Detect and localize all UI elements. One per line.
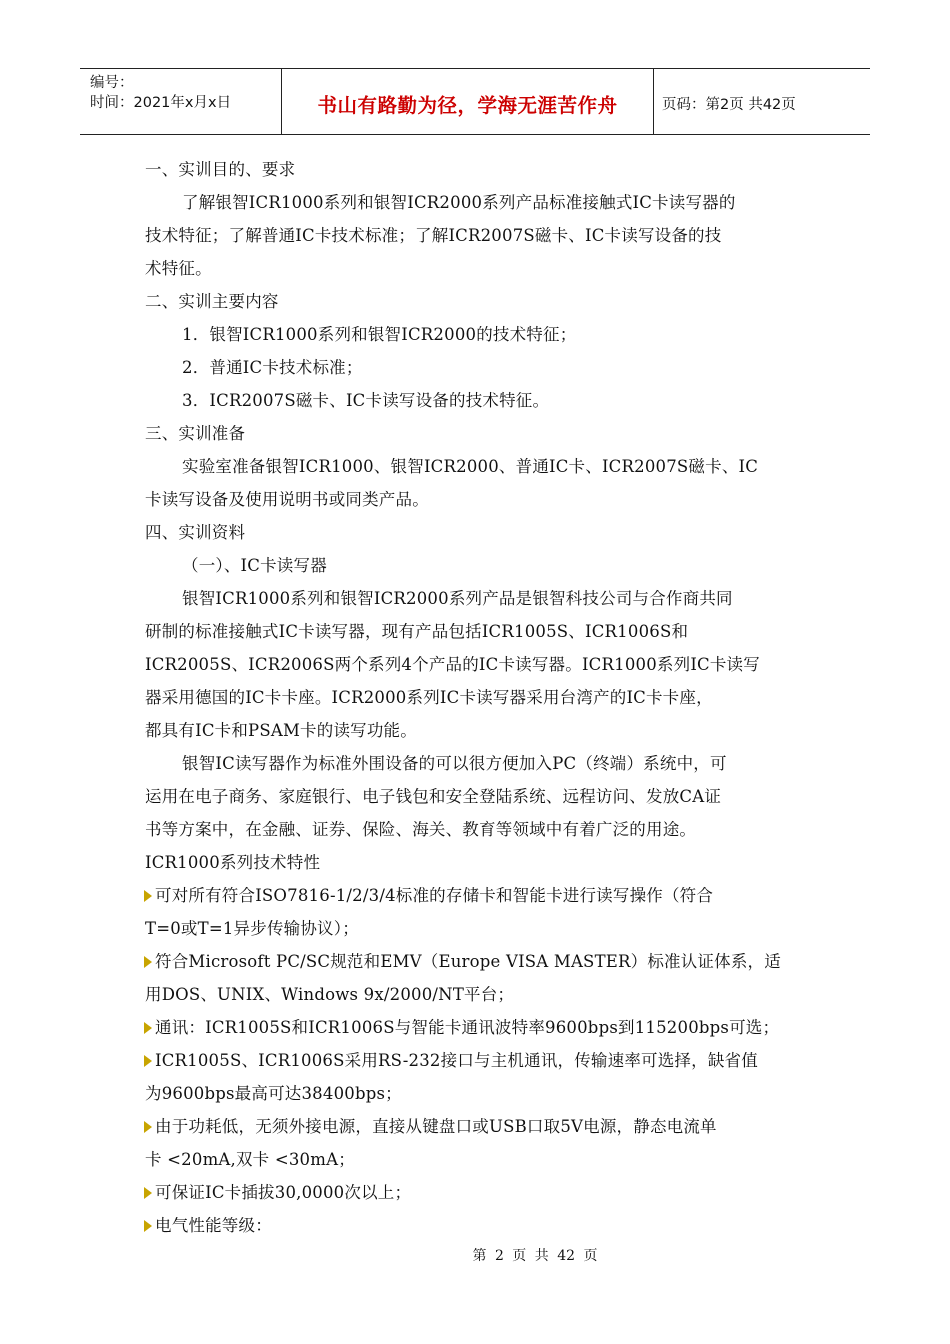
heading-materials: 四、实训资料: [145, 523, 246, 542]
header-meta: [80, 69, 282, 134]
bullet-arrow-icon: [144, 1121, 152, 1133]
paragraph-line: T=0或T=1异步传输协议）；: [145, 919, 359, 938]
number-label: 编号：: [90, 75, 134, 91]
paragraph-line: 为9600bps最高可达38400bps；: [145, 1084, 402, 1103]
bullet-arrow-icon: [144, 890, 152, 902]
list-item: 3．ICR2007S磁卡、IC卡读写设备的技术特征。: [182, 391, 550, 410]
bullet-arrow-icon: [144, 956, 152, 968]
footer-page-number: 第 2 页 共 42 页: [472, 1248, 598, 1264]
bullet-item: 通讯：ICR1005S和ICR1006S与智能卡通讯波特率9600bps到115200bps可选；: [145, 1011, 810, 1044]
bullet-item: 可保证IC卡插拔30,0000次以上；: [145, 1176, 810, 1209]
bullet-arrow-icon: [144, 1187, 152, 1199]
bullet-item: 符合Microsoft PC/SC规范和EMV（Europe VISA MASTER）标准认证体系，适: [145, 945, 810, 978]
paragraph-line: 用DOS、UNIX、Windows 9x/2000/NT平台；: [145, 985, 515, 1004]
header-page-number: 页码：第2页 共42页: [662, 97, 796, 113]
paragraph-line: 技术特征；了解普通IC卡技术标准；了解ICR2007S磁卡、IC卡读写设备的技: [145, 226, 722, 245]
heading-main-content: 二、实训主要内容: [145, 292, 279, 311]
heading-objectives: 一、实训目的、要求: [145, 160, 296, 179]
paragraph-line: 研制的标准接触式IC卡读写器，现有产品包括ICR1005S、ICR1006S和: [145, 622, 689, 641]
bullet-item: 可对所有符合ISO7816-1/2/3/4标准的存储卡和智能卡进行读写操作（符合: [145, 879, 810, 912]
bullet-item: 电气性能等级：: [145, 1209, 810, 1242]
list-item: 2．普通IC卡技术标准；: [182, 358, 363, 377]
paragraph-line: 都具有IC卡和PSAM卡的读写功能。: [145, 721, 417, 740]
bullet-arrow-icon: [144, 1022, 152, 1034]
paragraph-line: 卡读写设备及使用说明书或同类产品。: [145, 490, 429, 509]
document-body: [145, 153, 810, 1242]
paragraph-line: 器采用德国的IC卡卡座。ICR2000系列IC卡读写器采用台湾产的IC卡卡座，: [145, 688, 713, 707]
bullet-arrow-icon: [144, 1055, 152, 1067]
paragraph-line: 运用在电子商务、家庭银行、电子钱包和安全登陆系统、远程访问、发放CA证: [145, 787, 722, 806]
subheading-icr1000-features: ICR1000系列技术特性: [145, 853, 321, 872]
paragraph-line: 卡 <20mA,双卡 <30mA；: [145, 1150, 355, 1169]
header-motto: 书山有路勤为径，学海无涯苦作舟: [282, 69, 654, 134]
paragraph-line: 实验室准备银智ICR1000、银智ICR2000、普通IC卡、ICR2007S磁卡、IC: [182, 457, 759, 476]
list-item: 1．银智ICR1000系列和银智ICR2000的技术特征；: [182, 325, 577, 344]
paragraph-line: 银智ICR1000系列和银智ICR2000系列产品是银智科技公司与合作商共同: [182, 589, 733, 608]
page-header: [80, 68, 870, 135]
paragraph-line: ICR2005S、ICR2006S两个系列4个产品的IC卡读写器。ICR1000系列IC卡读写: [145, 655, 760, 674]
paragraph-line: 银智IC读写器作为标准外围设备的可以很方便加入PC（终端）系统中，可: [182, 754, 727, 773]
paragraph-line: 术特征。: [145, 259, 212, 278]
bullet-arrow-icon: [144, 1220, 152, 1232]
paragraph-line: 书等方案中，在金融、证券、保险、海关、教育等领域中有着广泛的用途。: [145, 820, 697, 839]
paragraph-line: 了解银智ICR1000系列和银智ICR2000系列产品标准接触式IC卡读写器的: [182, 193, 736, 212]
time-label: 时间：2021年x月x日: [90, 95, 232, 111]
bullet-item: 由于功耗低，无须外接电源，直接从键盘口或USB口取5V电源，静态电流单: [145, 1110, 810, 1143]
heading-preparation: 三、实训准备: [145, 424, 246, 443]
subheading-ic-reader: （一）、IC卡读写器: [182, 556, 327, 575]
page-footer: [0, 1245, 950, 1265]
bullet-item: ICR1005S、ICR1006S采用RS-232接口与主机通讯，传输速率可选择，缺省值: [145, 1044, 810, 1077]
